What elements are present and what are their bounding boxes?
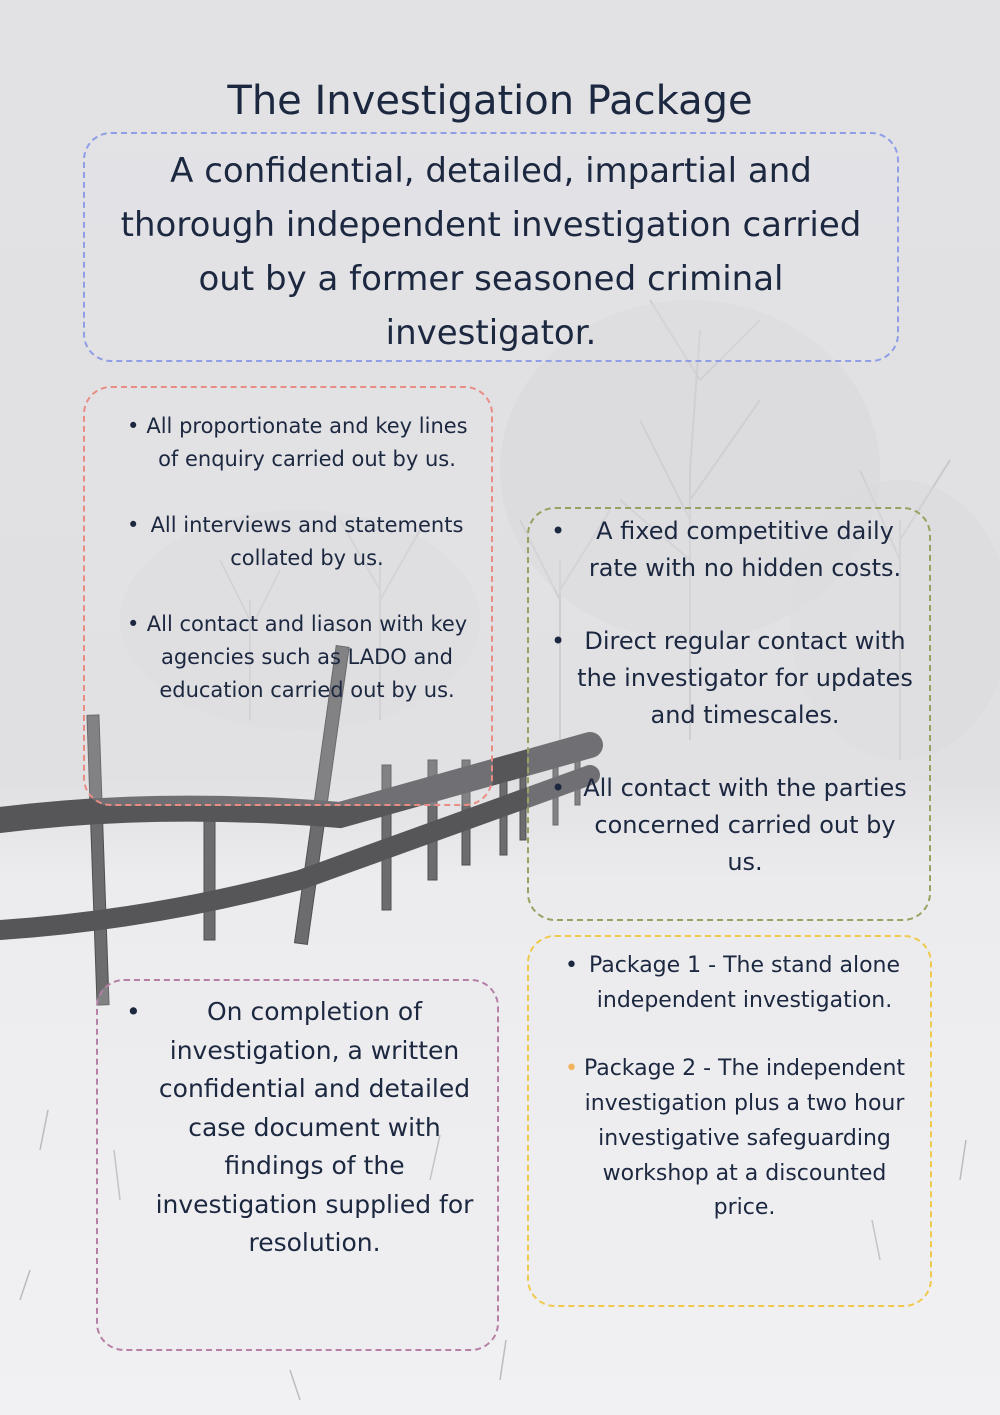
bullet-icon: •	[127, 612, 140, 636]
packages-box	[527, 935, 932, 1307]
intro-text: A confidential, detailed, impartial and thorough independent investigation carried out by a former seasoned criminal investigator.	[120, 151, 862, 353]
services-list	[85, 388, 491, 707]
list-item: • On completion of investigation, a written confidential and detailed case document with findings of the investigation supplied for resolution.	[120, 993, 479, 1263]
report-list	[98, 981, 497, 1263]
list-item: • Package 2 - The independent investigation plus a two hour investigative safeguarding workshop at a discounted price.	[549, 1052, 910, 1226]
report-box	[96, 979, 499, 1351]
services-box	[83, 386, 493, 806]
page-title: The Investigation Package	[227, 78, 753, 124]
bullet-icon: •	[127, 414, 140, 438]
list-item: • All contact with the parties concerned carried out by us.	[545, 770, 915, 881]
bullet-icon: •	[127, 513, 140, 537]
packages-list	[529, 937, 930, 1226]
list-item: • All contact and liason with key agencies such as LADO and education carried out by us.	[113, 608, 473, 707]
bullet-icon: •	[551, 517, 566, 545]
contact-list	[529, 509, 929, 881]
bullet-icon: •	[565, 1056, 578, 1082]
list-item: • Direct regular contact with the investigator for updates and timescales.	[545, 623, 915, 734]
list-item: • A fixed competitive daily rate with no hidden costs.	[545, 513, 915, 587]
contact-box	[527, 507, 931, 921]
bullet-icon: •	[565, 953, 578, 978]
bullet-icon: •	[126, 997, 141, 1026]
list-item: • Package 1 - The stand alone independent investigation.	[549, 949, 910, 1018]
list-item: • All proportionate and key lines of enquiry carried out by us.	[113, 410, 473, 476]
bullet-icon: •	[551, 627, 566, 655]
intro-box	[83, 132, 899, 362]
list-item: • All interviews and statements collated by us.	[113, 509, 473, 575]
bullet-icon: •	[551, 774, 566, 802]
